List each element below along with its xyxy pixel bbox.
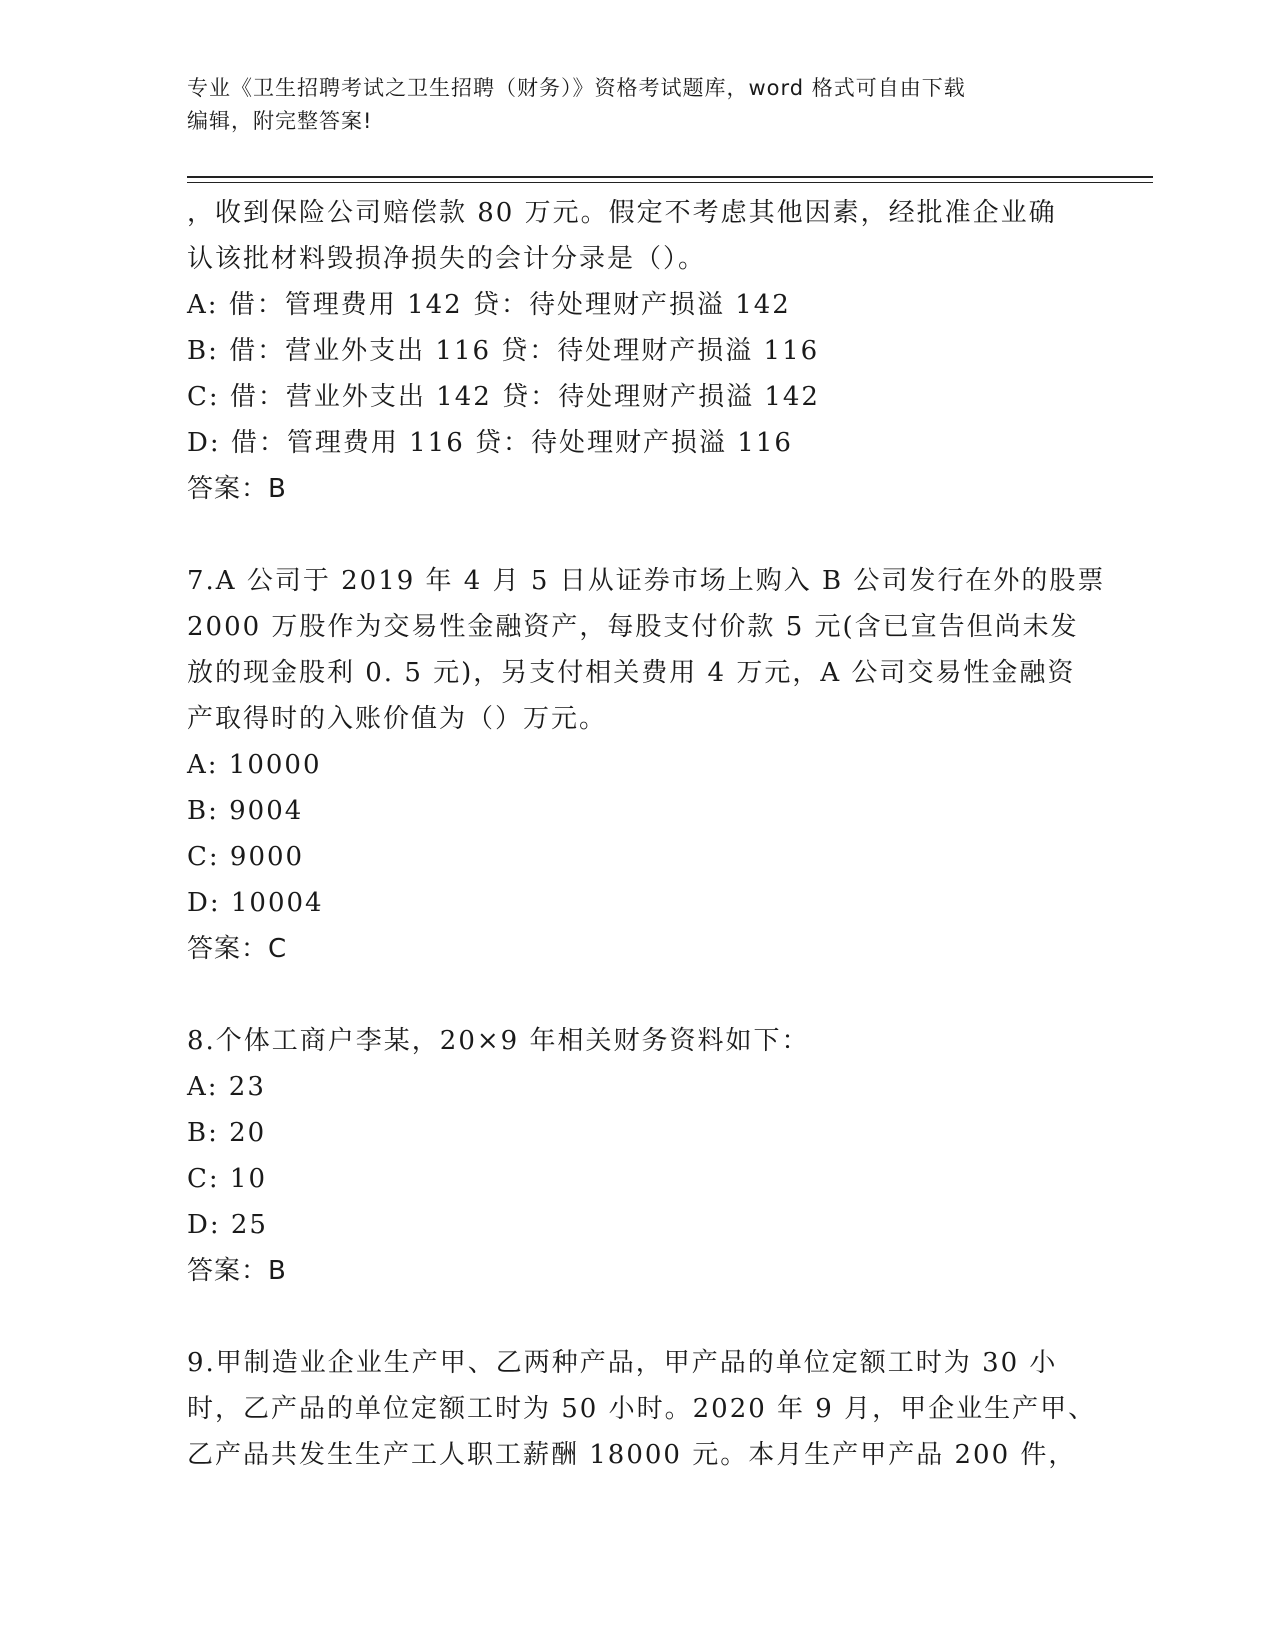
option-b: B: 借：营业外支出 116 贷：待处理财产损溢 116 <box>187 336 820 366</box>
header-line-1: 专业《卫生招聘考试之卫生招聘（财务）》资格考试题库，word 格式可自由下载 <box>187 76 966 100</box>
spacer <box>187 512 1087 558</box>
answer-line: 答案：B <box>187 474 287 504</box>
question-9 <box>187 1340 1097 1478</box>
question-stem-line: 乙产品共发生生产工人职工薪酬 18000 元。本月生产甲产品 200 件， <box>187 1440 1077 1470</box>
option-a: A: 23 <box>187 1072 266 1102</box>
header-rule-thin <box>187 182 1153 183</box>
header-rule-thick <box>187 176 1153 178</box>
answer-line: 答案：B <box>187 1256 287 1286</box>
question-stem-line: 9.甲制造业企业生产甲、乙两种产品，甲产品的单位定额工时为 30 小 <box>187 1348 1058 1378</box>
question-7 <box>187 558 1106 972</box>
answer-line: 答案：C <box>187 934 288 964</box>
header-line-2: 编辑，附完整答案! <box>187 109 373 133</box>
question-stem-line: 产取得时的入账价值为（）万元。 <box>187 704 608 734</box>
option-c: C: 借：营业外支出 142 贷：待处理财产损溢 142 <box>187 382 820 412</box>
page-header <box>187 72 1087 138</box>
option-d: D: 借：管理费用 116 贷：待处理财产损溢 116 <box>187 428 793 458</box>
question-stem-line: 8.个体工商户李某，20×9 年相关财务资料如下： <box>187 1026 810 1056</box>
question-stem-line: 7.A 公司于 2019 年 4 月 5 日从证券市场上购入 B 公司发行在外的股票 <box>187 566 1106 596</box>
option-a: A: 10000 <box>187 750 322 780</box>
option-c: C: 10 <box>187 1164 268 1194</box>
spacer <box>187 1294 1087 1340</box>
question-stem-line: 认该批材料毁损净损失的会计分录是（）。 <box>187 244 707 274</box>
document-body <box>187 190 1106 1478</box>
question-stem-line: 时，乙产品的单位定额工时为 50 小时。2020 年 9 月，甲企业生产甲、 <box>187 1394 1097 1424</box>
option-a: A: 借：管理费用 142 贷：待处理财产损溢 142 <box>187 290 791 320</box>
option-b: B: 9004 <box>187 796 304 826</box>
question-stem-line: 放的现金股利 0. 5 元)，另支付相关费用 4 万元，A 公司交易性金融资 <box>187 658 1076 688</box>
question-stem-line: 2000 万股作为交易性金融资产，每股支付价款 5 元(含已宣告但尚未发 <box>187 612 1079 642</box>
question-6 <box>187 190 1087 512</box>
option-b: B: 20 <box>187 1118 267 1148</box>
option-c: C: 9000 <box>187 842 305 872</box>
option-d: D: 10004 <box>187 888 324 918</box>
spacer <box>187 972 1087 1018</box>
question-stem-line: ，收到保险公司赔偿款 80 万元。假定不考虑其他因素，经批准企业确 <box>187 198 1057 228</box>
option-d: D: 25 <box>187 1210 268 1240</box>
question-8 <box>187 1018 1087 1294</box>
